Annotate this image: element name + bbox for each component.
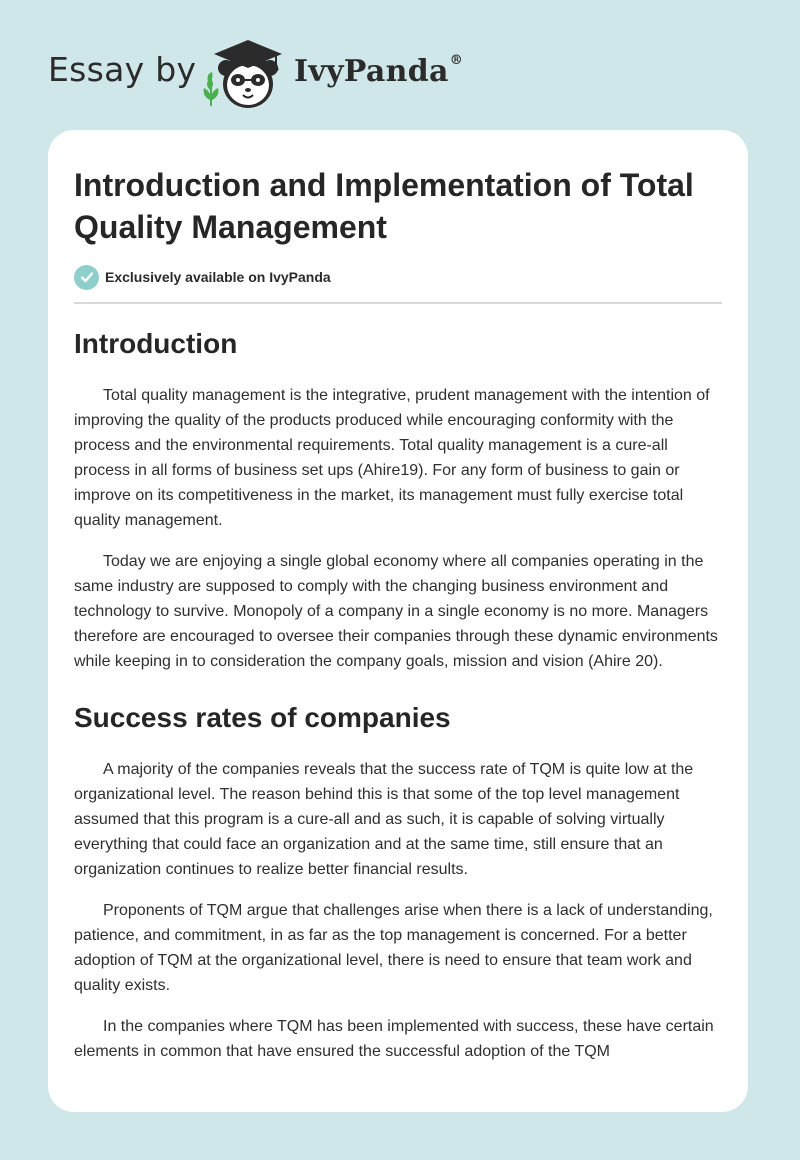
brand-prefix: Essay by (48, 50, 197, 89)
exclusive-badge (74, 264, 331, 290)
essay-body (74, 324, 724, 1080)
badge-label: Exclusively available on IvyPanda (105, 269, 331, 285)
essay-card (48, 130, 748, 1112)
brand-header (48, 34, 528, 114)
section-heading-success-rates: Success rates of companies (74, 702, 451, 733)
check-circle-icon (74, 265, 99, 290)
title-divider (74, 302, 722, 304)
paragraph: Total quality management is the integrative, prudent management with the intention of improving the quality of the products produced while encouraging conformity with the process and the environmental requirements. Total quality management is a cure-all process in all forms of business set ups (Ahire19). For any form of business to gain or improve on its competitiveness in the market, its management must fully exercise total quality management. (74, 387, 710, 529)
panda-logo-icon (200, 34, 290, 112)
paragraph: In the companies where TQM has been implemented with success, these have certain elements in common that have ensured the successful adoption of the TQM (74, 1018, 714, 1060)
page-title: Introduction and Implementation of Total Quality Management (74, 167, 694, 245)
brand-name: IvyPanda® (294, 53, 464, 89)
paragraph: Proponents of TQM argue that challenges arise when there is a lack of understanding, patience, and commitment, in as far as the top management is concerned. For a better adoption of TQM at the organizational level, there is need to ensure that team work and quality exists. (74, 902, 713, 994)
paragraph: A majority of the companies reveals that the success rate of TQM is quite low at the organizational level. The reason behind this is that some of the top level management assumed that this program is a cure-all and as such, it is capable of solving virtually everything that could face an organization and at the same time, still ensure that an organization continues to realize better financial results. (74, 761, 694, 878)
paragraph: Today we are enjoying a single global economy where all companies operating in the same industry are supposed to comply with the changing business environment and technology to survive. Monopoly of a company in a single economy is no more. Managers therefore are encouraged to oversee their companies through these dynamic environments while keeping in to consideration the company goals, mission and vision (Ahire 20). (74, 553, 718, 670)
section-heading-introduction: Introduction (74, 328, 238, 359)
